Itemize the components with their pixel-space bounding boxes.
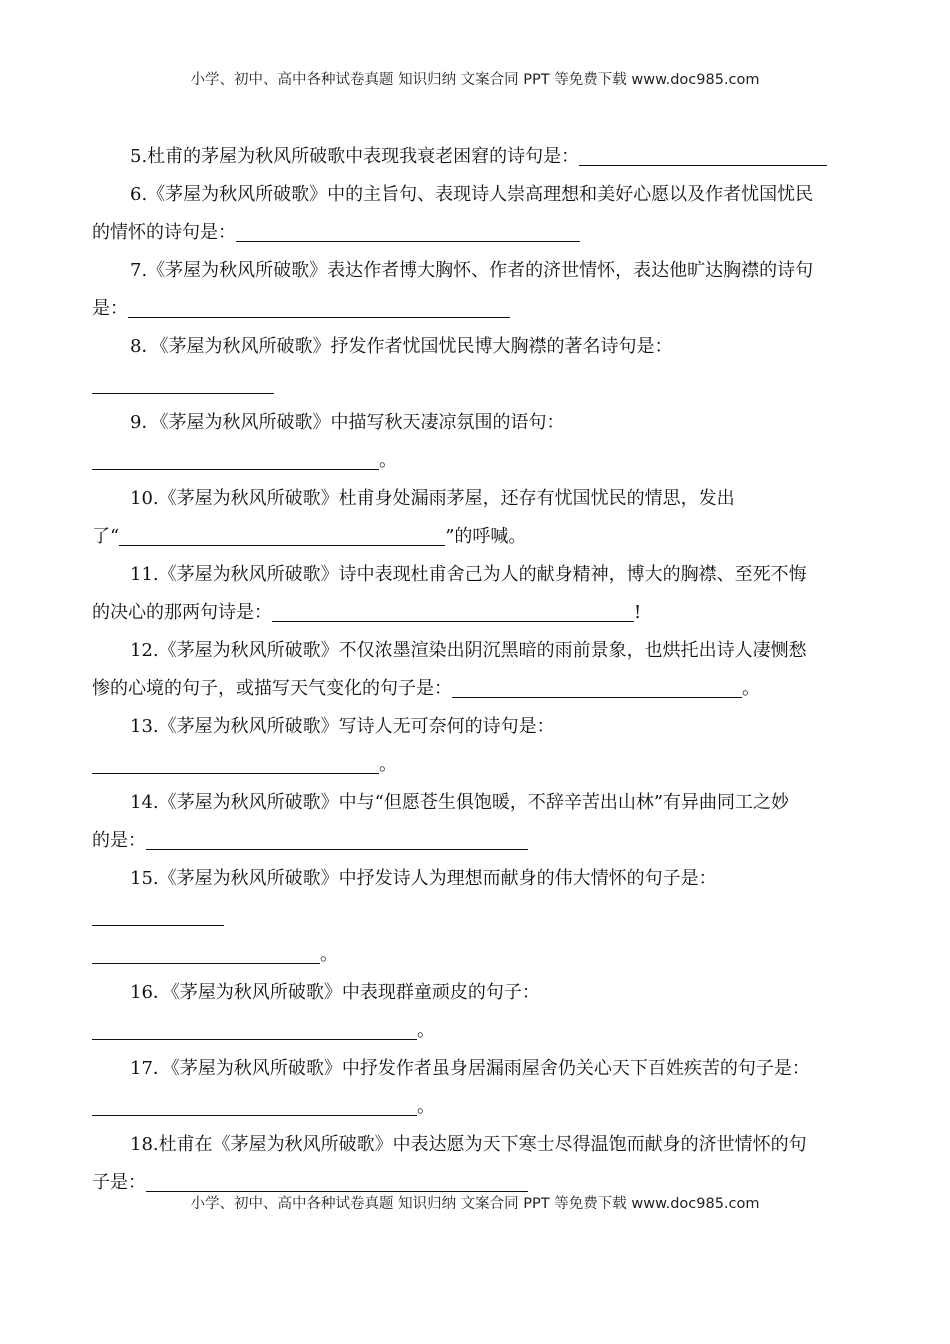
answer-blank[interactable] [92,375,274,394]
question-10: 10.《茅屋为秋风所破歌》杜甫身处漏雨茅屋，还存有忧国忧民的情思，发出 了“ ”的呼喊。 [92,488,735,547]
question-13: 13.《茅屋为秋风所破歌》写诗人无可奈何的诗句是： 。 [92,708,854,784]
question-8: 8．《茅屋为秋风所破歌》抒发作者忧国忧民博大胸襟的著名诗句是： [92,328,854,404]
question-17: 17．《茅屋为秋风所破歌》中抒发作者虽身居漏雨屋舍仍关心天下百姓疾苦的句子是： 。 [92,1050,854,1126]
answer-blank[interactable] [92,1097,417,1116]
answer-blank[interactable] [272,603,634,622]
answer-blank[interactable] [92,451,379,470]
question-16: 16．《茅屋为秋风所破歌》中表现群童顽皮的句子： 。 [92,974,854,1050]
answer-blank[interactable] [92,945,320,964]
question-7: 7.《茅屋为秋风所破歌》表达作者博大胸怀、作者的济世情怀，表达他旷达胸襟的诗句 是： [92,260,814,319]
question-14: 14.《茅屋为秋风所破歌》中与“但愿苍生俱饱暖，不辞辛苦出山林”有异曲同工之妙 的是： [92,792,790,851]
answer-blank[interactable] [579,147,827,166]
answer-blank[interactable] [146,831,528,850]
question-list [92,138,854,1202]
answer-blank[interactable] [119,527,445,546]
question-11: 11.《茅屋为秋风所破歌》诗中表现杜甫舍己为人的献身精神，博大的胸襟、至死不悔 的决心的那两句诗是： ! [92,564,807,623]
answer-blank[interactable] [128,299,510,318]
question-9: 9．《茅屋为秋风所破歌》中描写秋天凄凉氛围的语句： 。 [92,404,854,480]
question-6: 6.《茅屋为秋风所破歌》中的主旨句、表现诗人崇高理想和美好心愿以及作者忧国忧民 的情怀的诗句是： [92,184,814,243]
answer-blank[interactable] [236,223,580,242]
page-footer: 小学、初中、高中各种试卷真题 知识归纳 文案合同 PPT 等免费下载 www.doc985.com [190,1196,760,1212]
question-12: 12.《茅屋为秋风所破歌》不仅浓墨渲染出阴沉黑暗的雨前景象，也烘托出诗人凄恻愁 惨的心境的句子，或描写天气变化的句子是： 。 [92,640,807,699]
answer-blank[interactable] [92,907,224,926]
question-5: 5.杜甫的茅屋为秋风所破歌中表现我衰老困窘的诗句是： [92,138,854,176]
question-15: 15.《茅屋为秋风所破歌》中抒发诗人为理想而献身的伟大情怀的句子是： 。 [92,860,854,974]
answer-blank[interactable] [146,1173,528,1192]
answer-blank[interactable] [452,679,742,698]
question-18: 18.杜甫在《茅屋为秋风所破歌》中表达愿为天下寒士尽得温饱而献身的济世情怀的句 子是： [92,1134,807,1193]
page-header: 小学、初中、高中各种试卷真题 知识归纳 文案合同 PPT 等免费下载 www.doc985.com [190,72,760,88]
answer-blank[interactable] [92,1021,417,1040]
answer-blank[interactable] [92,755,379,774]
